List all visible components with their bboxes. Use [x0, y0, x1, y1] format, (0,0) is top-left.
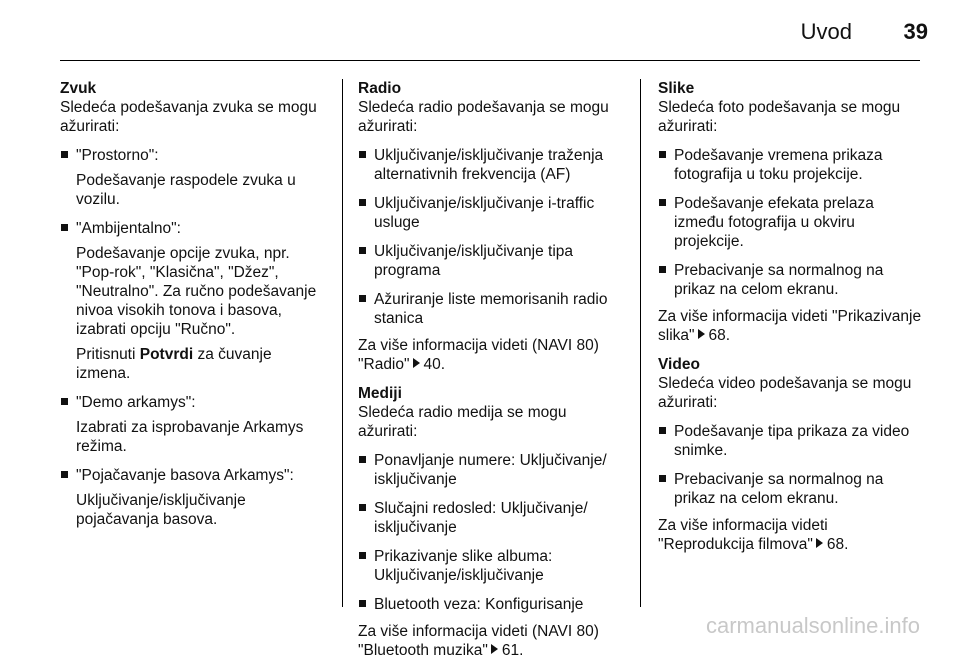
section-heading-media: Mediji: [358, 385, 402, 402]
item-description: Podešavanje opcije zvuka, npr. "Pop-rok", "Klasična", "Džez", "Neutralno". Za ručno podešavanje nivoa visokih tonova i basova, izabrati opciju "Ručno".: [76, 245, 317, 338]
list-item: Uključivanje/isključivanje tipa programa: [358, 242, 628, 280]
section-intro-video: Sledeća video podešavanja se mogu ažurirati:: [658, 375, 912, 411]
radio-settings-list: [358, 146, 628, 328]
list-item: Podešavanje tipa prikaza za video snimke.: [658, 422, 923, 460]
cross-reference-photos[interactable]: [658, 307, 923, 345]
reference-page: 40.: [423, 356, 446, 373]
note-text: za čuvanje izmena.: [76, 346, 272, 382]
column-photos-video: [658, 79, 923, 554]
header-divider: [60, 60, 920, 61]
list-item: Prebacivanje sa normalnog na prikaz na celom ekranu.: [658, 261, 923, 299]
reference-text: Za više informacija videti "Prikazivanje slika": [658, 308, 922, 344]
sound-settings-list: [60, 146, 330, 529]
list-item: Podešavanje vremena prikaza fotografija u toku projekcije.: [658, 146, 923, 184]
media-settings-list: [358, 451, 628, 614]
column-sound: [60, 79, 330, 529]
section-heading-sound: Zvuk: [60, 80, 97, 97]
page-header-title: Uvod: [800, 19, 852, 44]
list-item: Uključivanje/isključivanje traženja alternativnih frekvencija (AF): [358, 146, 628, 184]
reference-page: 61.: [501, 642, 524, 659]
list-item: Bluetooth veza: Konfigurisanje: [358, 595, 628, 614]
video-settings-list: [658, 422, 923, 508]
page-number: 39: [903, 19, 928, 44]
confirm-button-label: Potvrdi: [139, 346, 194, 363]
page-reference-arrow-icon: [413, 358, 420, 368]
list-item: Ponavljanje numere: Uključivanje/ isključivanje: [358, 451, 628, 489]
column-radio-media: [358, 79, 628, 660]
list-item: [60, 146, 330, 209]
watermark: carmanualsonline.info: [705, 613, 920, 638]
page-reference-arrow-icon: [816, 538, 823, 548]
list-item: Prebacivanje sa normalnog na prikaz na celom ekranu.: [658, 470, 923, 508]
list-item: [60, 219, 330, 383]
cross-reference-video[interactable]: [658, 516, 923, 554]
cross-reference-radio[interactable]: [358, 336, 628, 374]
section-heading-video: Video: [658, 356, 700, 373]
reference-text: Za više informacija videti "Reprodukcija filmova": [658, 517, 828, 553]
list-item: [60, 466, 330, 529]
item-label: "Demo arkamys":: [76, 394, 196, 411]
reference-page: 68.: [708, 327, 731, 344]
section-intro-photos: Sledeća foto podešavanja se mogu ažurirati:: [658, 99, 901, 135]
item-label: "Prostorno":: [76, 147, 159, 164]
photo-settings-list: [658, 146, 923, 299]
reference-text: Za više informacija videti (NAVI 80) "Radio": [358, 337, 599, 373]
list-item: Slučajni redosled: Uključivanje/ isključivanje: [358, 499, 628, 537]
cross-reference-bluetooth[interactable]: [358, 622, 628, 660]
reference-text: Za više informacija videti (NAVI 80) "Bluetooth muzika": [358, 623, 599, 659]
note-text: Pritisnuti: [76, 346, 136, 363]
page-reference-arrow-icon: [698, 329, 705, 339]
section-intro-sound: Sledeća podešavanja zvuka se mogu ažurirati:: [60, 99, 317, 135]
section-heading-radio: Radio: [358, 80, 402, 97]
item-label: "Pojačavanje basova Arkamys":: [76, 467, 294, 484]
section-heading-photos: Slike: [658, 80, 695, 97]
item-description: Uključivanje/isključivanje pojačavanja basova.: [76, 492, 246, 528]
section-intro-media: Sledeća radio medija se mogu ažurirati:: [358, 404, 567, 440]
list-item: Podešavanje efekata prelaza između fotografija u okviru projekcije.: [658, 194, 923, 251]
column-divider-1: [342, 79, 343, 607]
list-item: [60, 393, 330, 456]
item-description: Izabrati za isprobavanje Arkamys režima.: [76, 419, 304, 455]
page-reference-arrow-icon: [491, 644, 498, 654]
section-intro-radio: Sledeća radio podešavanja se mogu ažurirati:: [358, 99, 609, 135]
column-divider-2: [640, 79, 641, 607]
item-description: Podešavanje raspodele zvuka u vozilu.: [76, 172, 296, 208]
reference-page: 68.: [826, 536, 849, 553]
list-item: Ažuriranje liste memorisanih radio stanica: [358, 290, 628, 328]
item-label: "Ambijentalno":: [76, 220, 181, 237]
item-note: [76, 345, 330, 383]
list-item: Prikazivanje slike albuma: Uključivanje/isključivanje: [358, 547, 628, 585]
list-item: Uključivanje/isključivanje i-traffic usluge: [358, 194, 628, 232]
